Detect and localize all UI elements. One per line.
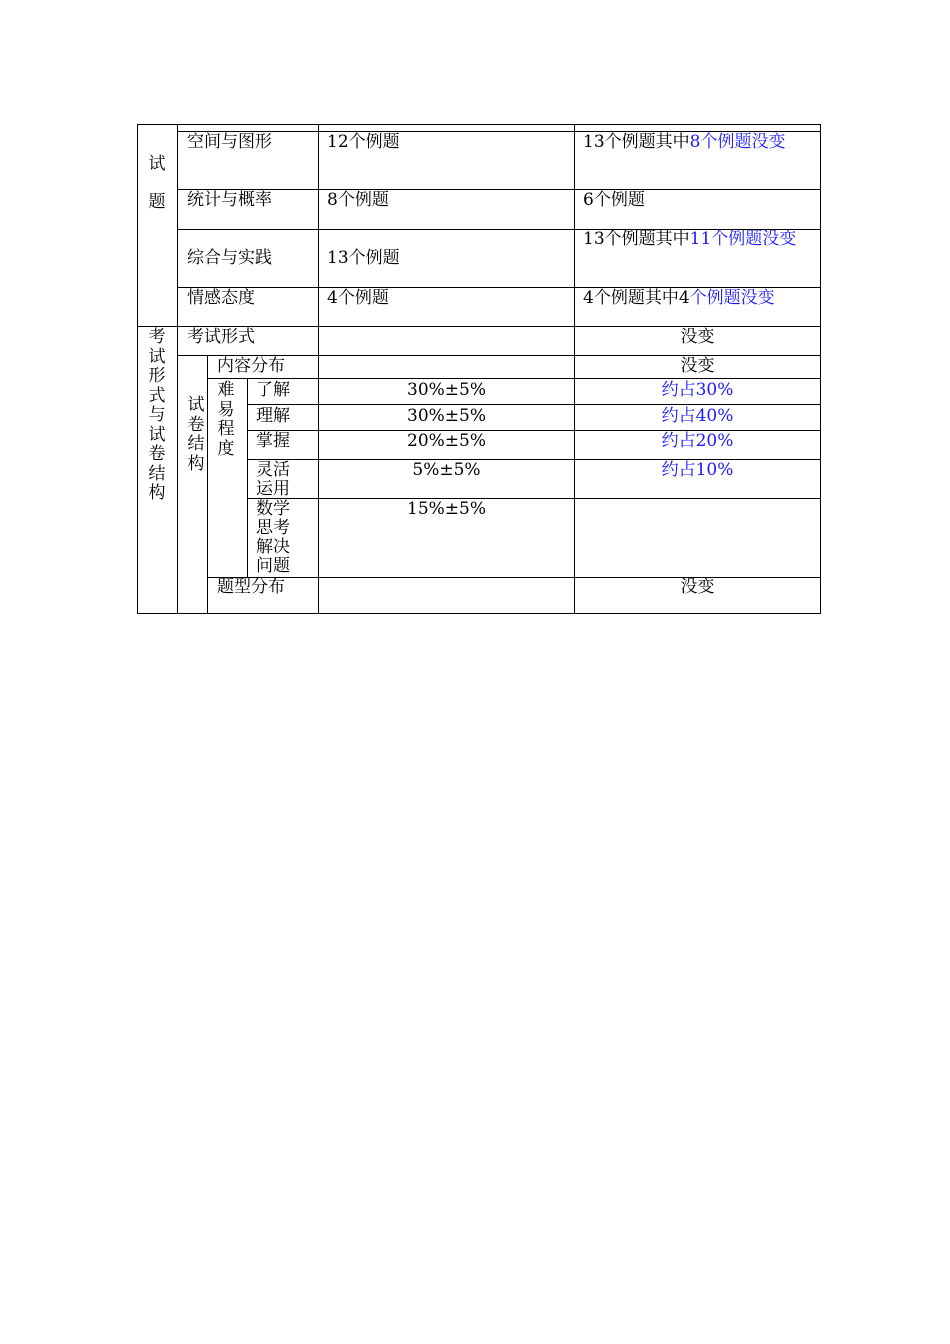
exam-form-label: 考试形式: [187, 327, 255, 347]
difficulty-row-label: 了解: [256, 380, 290, 400]
difficulty-row-label: 理解: [256, 406, 290, 426]
difficulty-row-new: 约占30%: [661, 380, 734, 400]
col-line-difficulty: [247, 378, 248, 577]
row-line-d2: [247, 430, 821, 431]
question-types-label: 题型分布: [217, 577, 285, 597]
difficulty-row-old: 15%±5%: [407, 499, 486, 519]
row-line-content: [207, 378, 821, 379]
new-attitude-highlight: 个例题没变: [689, 288, 775, 308]
section-form-label: [147, 328, 167, 504]
table-border-bottom: [137, 613, 821, 614]
section-form-label-text: 考试形式与试卷结构: [148, 327, 166, 503]
col-line-structure: [207, 355, 208, 614]
difficulty-label: [216, 381, 236, 459]
new-practice-prefix: 13个例题其中: [583, 229, 690, 249]
section-shiti-label-text: 试题: [148, 154, 166, 212]
new-space-shape-highlight: 8个例题没变: [689, 132, 786, 152]
new-space-shape: [583, 133, 811, 152]
difficulty-row-label: 数学思考解决问题: [256, 499, 290, 576]
paper-structure-label-text: 试卷结构: [187, 395, 205, 474]
old-attitude: 4个例题: [327, 288, 389, 308]
section-shiti-label: [147, 145, 167, 221]
topic-stats-prob: 统计与概率: [187, 190, 272, 210]
row-line-1: [177, 189, 821, 190]
difficulty-label-text: 难易程度: [217, 380, 235, 459]
new-attitude: [583, 289, 815, 308]
new-stats-prob-prefix: 6个例题: [583, 190, 645, 210]
row-line-d4: [247, 498, 821, 499]
difficulty-row-old: 20%±5%: [407, 431, 486, 451]
new-practice-highlight: 11个例题没变: [689, 229, 797, 249]
difficulty-row-old: 5%±5%: [412, 460, 481, 480]
difficulty-row-old: 30%±5%: [407, 380, 486, 400]
topic-space-shape: 空间与图形: [187, 132, 272, 152]
difficulty-row-new: 约占20%: [661, 431, 734, 451]
new-attitude-prefix: 4个例题其中4: [583, 288, 690, 308]
col-line-old: [318, 124, 319, 614]
paper-structure-label: [186, 396, 206, 474]
col-line-1: [177, 124, 178, 614]
content-dist-label: 内容分布: [217, 356, 285, 376]
difficulty-row-new: 约占40%: [661, 406, 734, 426]
difficulty-row-label: 灵活运用: [256, 460, 290, 499]
new-practice: [583, 230, 811, 249]
exam-form-new: 没变: [680, 327, 715, 347]
old-space-shape: 12个例题: [327, 132, 400, 152]
difficulty-row-new: 约占10%: [661, 460, 734, 480]
row-line-d1: [247, 404, 821, 405]
table-border-right: [820, 124, 821, 614]
content-dist-new: 没变: [680, 356, 715, 376]
topic-practice: 综合与实践: [187, 248, 272, 268]
question-types-new: 没变: [680, 577, 715, 597]
difficulty-row-old: 30%±5%: [407, 406, 486, 426]
table-border-top: [137, 124, 821, 125]
difficulty-row-label: 掌握: [256, 431, 290, 451]
table-border-left: [137, 124, 138, 614]
old-stats-prob: 8个例题: [327, 190, 389, 210]
new-stats-prob: [583, 191, 811, 210]
topic-attitude: 情感态度: [187, 288, 255, 308]
row-line-d3: [247, 459, 821, 460]
old-practice: 13个例题: [327, 248, 400, 268]
new-space-shape-prefix: 13个例题其中: [583, 132, 690, 152]
